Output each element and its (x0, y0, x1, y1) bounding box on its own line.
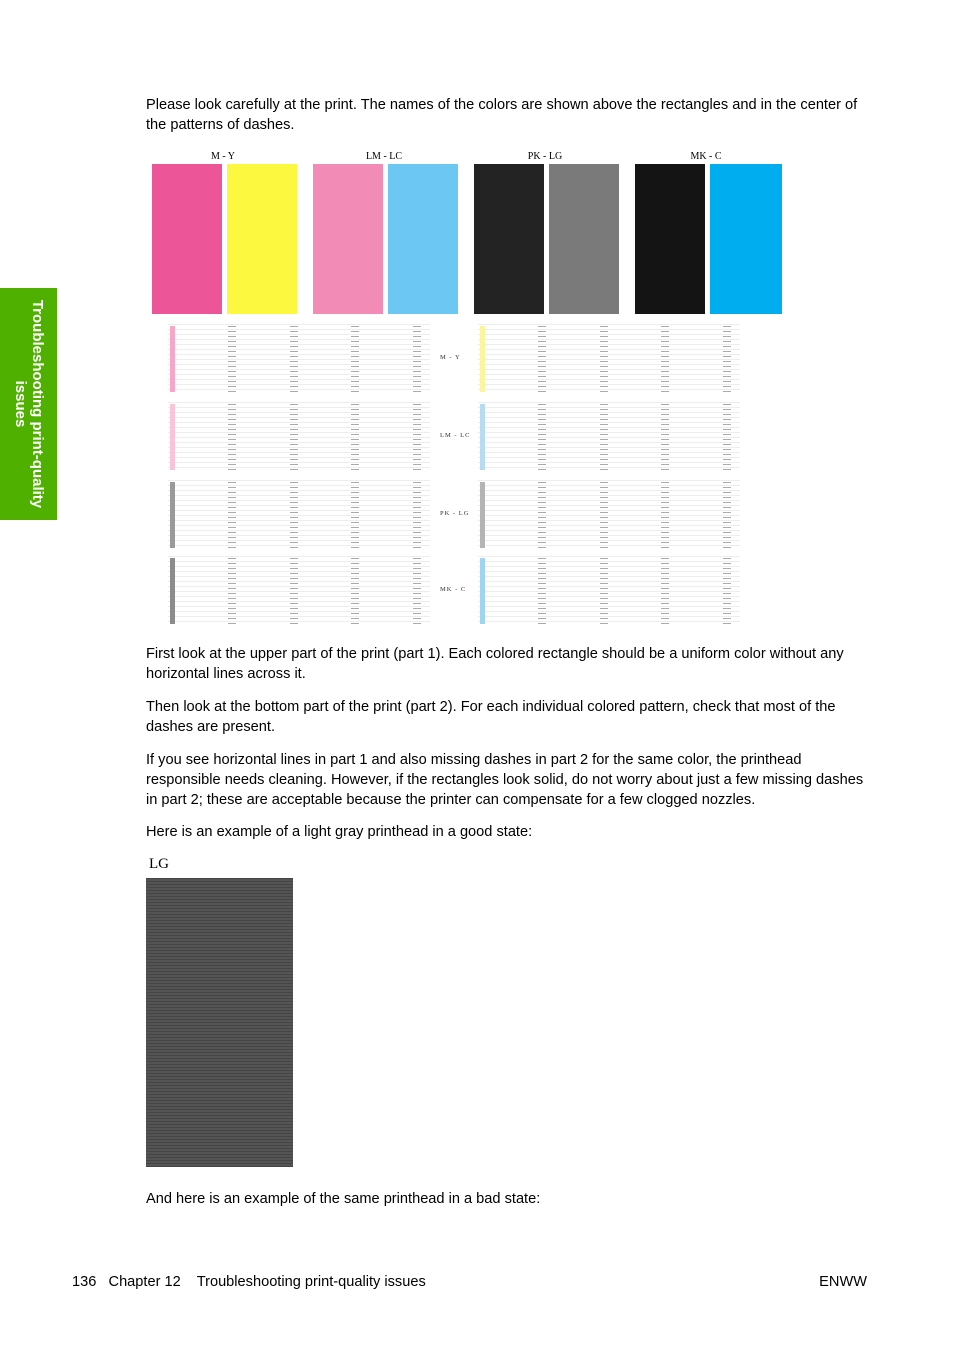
color-rect-c (710, 164, 782, 314)
pattern-row (168, 402, 738, 472)
part2-paragraph: Then look at the bottom part of the print (part 2). For each individual colored pattern, check that most of the dashes are present. (146, 699, 836, 735)
nozzle-number-column (723, 482, 731, 548)
pattern-color-stripe (480, 326, 485, 392)
pattern-row-label: PK - LG (440, 510, 470, 517)
pattern-color-stripe (480, 482, 485, 548)
lg-example-label: LG (149, 856, 169, 872)
pattern-color-stripe (170, 558, 175, 624)
nozzle-number-column (661, 404, 669, 470)
nozzle-number-column (228, 326, 236, 392)
pair-label-pk-lg: PK - LG (527, 151, 563, 162)
footer-page-number: 136 (72, 1274, 97, 1290)
pattern-row-label: MK - C (440, 586, 467, 593)
pattern-row (168, 556, 738, 626)
nozzle-number-column (600, 404, 608, 470)
nozzle-number-column (413, 482, 421, 548)
nozzle-number-column (228, 404, 236, 470)
nozzle-number-column (538, 482, 546, 548)
nozzle-number-column (538, 404, 546, 470)
pattern-color-stripe (480, 404, 485, 470)
nozzle-number-column (413, 558, 421, 624)
lg-example-rect (146, 878, 293, 1167)
nozzle-number-column (538, 558, 546, 624)
footer-left (72, 1273, 426, 1291)
nozzle-number-column (723, 326, 731, 392)
nozzle-number-column (228, 482, 236, 548)
chapter-side-tab-label: Troubleshooting print-quality issues (11, 299, 46, 509)
pair-label-mk-c: MK - C (690, 151, 722, 162)
printhead-status-plot-image (146, 146, 796, 626)
color-rect-mk (635, 164, 705, 314)
nozzle-number-column (538, 326, 546, 392)
dash-pattern-block (168, 480, 430, 550)
color-rect-pk (474, 164, 544, 314)
pattern-color-stripe (480, 558, 485, 624)
advice-paragraph: If you see horizontal lines in part 1 and also missing dashes in part 2 for the same color, the printhead responsible needs cleaning. However, if the rectangles look solid, do not worry about just a few missing dashes in part 2; these are acceptable because the printer can compensate for a few clogged nozzles. (146, 752, 864, 808)
nozzle-number-column (723, 404, 731, 470)
nozzle-number-column (290, 326, 298, 392)
pair-label-lm-lc: LM - LC (365, 151, 403, 162)
nozzle-number-column (723, 558, 731, 624)
nozzle-number-column (600, 558, 608, 624)
part1-paragraph: First look at the upper part of the print (part 1). Each colored rectangle should be a uniform color without any horizontal lines across it. (146, 646, 844, 682)
dash-pattern-block (478, 402, 740, 472)
nozzle-number-column (661, 558, 669, 624)
nozzle-number-column (290, 558, 298, 624)
dash-pattern-block (168, 324, 430, 394)
color-rect-y (227, 164, 297, 314)
footer-chapter-title: Troubleshooting print-quality issues (196, 1274, 426, 1290)
dash-pattern-block (478, 324, 740, 394)
nozzle-number-column (290, 482, 298, 548)
pattern-row (168, 480, 738, 550)
nozzle-number-column (661, 482, 669, 548)
dash-pattern-block (168, 402, 430, 472)
pattern-color-stripe (170, 482, 175, 548)
nozzle-number-column (351, 326, 359, 392)
pattern-row (168, 324, 738, 394)
intro-paragraph: Please look carefully at the print. The names of the colors are shown above the rectangles and in the center of the patterns of dashes. (146, 97, 858, 133)
color-rect-lm (313, 164, 383, 314)
nozzle-number-column (351, 558, 359, 624)
pair-label-m-y: M - Y (210, 151, 236, 162)
footer-right: ENWW (819, 1274, 867, 1290)
dash-pattern-block (478, 556, 740, 626)
bad-example-paragraph: And here is an example of the same printhead in a bad state: (146, 1191, 541, 1207)
chapter-side-tab (0, 288, 57, 520)
dash-pattern-block (478, 480, 740, 550)
nozzle-number-column (228, 558, 236, 624)
nozzle-number-column (600, 482, 608, 548)
nozzle-number-column (413, 404, 421, 470)
color-rect-lg (549, 164, 619, 314)
nozzle-number-column (413, 326, 421, 392)
pattern-row-label: LM - LC (440, 432, 471, 439)
nozzle-number-column (290, 404, 298, 470)
nozzle-number-column (351, 404, 359, 470)
nozzle-number-column (351, 482, 359, 548)
pattern-color-stripe (170, 326, 175, 392)
dash-pattern-block (168, 556, 430, 626)
color-rect-lc (388, 164, 458, 314)
footer-chapter: Chapter 12 (108, 1274, 181, 1290)
good-example-paragraph: Here is an example of a light gray printhead in a good state: (146, 824, 533, 840)
pattern-color-stripe (170, 404, 175, 470)
nozzle-number-column (661, 326, 669, 392)
pattern-row-label: M - Y (440, 354, 461, 361)
nozzle-number-column (600, 326, 608, 392)
color-rect-m (152, 164, 222, 314)
